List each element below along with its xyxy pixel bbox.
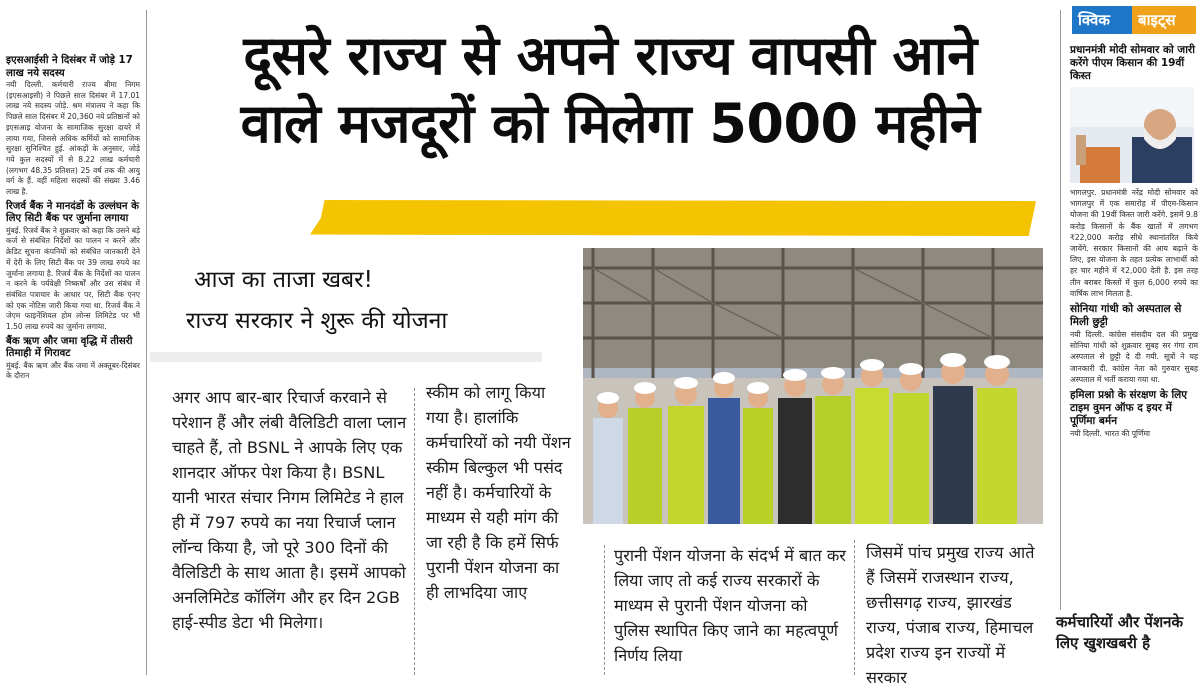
sub-headline-divider xyxy=(150,352,542,362)
speaker-photo xyxy=(1070,87,1194,183)
quick-bites-label-part-2: बाइट्स xyxy=(1132,6,1196,34)
sub-headline-line-1: आज का ताजा खबर! xyxy=(194,267,373,293)
column-rule-right xyxy=(1060,10,1061,610)
left-story-2-headline: रिजर्व बैंक ने मानदंडों के उल्लंघन के लिए सिटी बैंक पर जुर्माना लगाया xyxy=(6,200,139,225)
left-story-3-headline: बैंक ऋण और जमा वृद्धि में तीसरी तिमाही में गिरावट xyxy=(6,335,133,360)
quick-bites-tag xyxy=(1072,6,1196,34)
right-story-3-headline: हमिला प्रश्नो के संरक्षण के लिए टाइम वुमन ऑफ द इयर में पूर्णिमा बर्मन xyxy=(1070,389,1188,428)
column-rule-left xyxy=(146,10,147,675)
quick-bites-label-part-1: क्विक xyxy=(1072,6,1132,34)
column-rule-article-2 xyxy=(854,540,855,675)
column-rule-article-1 xyxy=(414,388,415,675)
headline-line-2: वाले मजदूरों को मिलेगा 5000 महीने xyxy=(240,92,980,155)
article-column-4: जिसमें पांच प्रमुख राज्य आते हैं जिसमें राजस्थान राज्य, छत्तीसगढ़ राज्य, झारखंड राज्य, पंजाब राज्य, हिमाचल प्रदेश राज्य इन राज्यों में सरकार xyxy=(866,543,1035,687)
left-news-column xyxy=(6,52,140,675)
article-column-2: स्कीम को लागू किया गया है। हालांकि कर्मचारियों को नयी पेंशन स्कीम बिल्कुल भी पसंद नहीं है। कर्मचारियों के माध्यम से यही मांग की जा रही है कि हमें सिर्फ पुरानी पेंशन योजना का ही लाभदिया जाए xyxy=(426,383,571,602)
workers-group-photo xyxy=(583,248,1043,524)
sub-headline-line-2: राज्य सरकार ने शुरू की योजना xyxy=(186,308,448,334)
left-story-3-body: मुंबई. बैंक ऋण और बैंक जमा में अक्तूबर-दिसंबर के दौरान xyxy=(6,360,140,381)
left-story-1-headline: इएसआईसी ने दिसंबर में जोड़े 17 लाख नये सदस्य xyxy=(6,55,133,79)
right-story-2-body: नयी दिल्ली. कांग्रेस संसदीय दल की प्रमुख सोनिया गांधी को शुक्रवार सुबह सर गंगा राम अस्पताल से छुट्टी दे दी गयी. सूत्रों ने यह जानकारी दी. कांग्रेस नेता को गुरुवार सुबह अस्पताल में भर्ती कराया गया था. xyxy=(1070,330,1198,384)
left-story-1-body: नयी दिल्ली. कर्मचारी राज्य बीमा निगम (इएसआइसी) ने पिछले साल दिसंबर में 17.01 लाख नये सदस्य जोड़े. श्रम मंत्रालय ने कहा कि पिछले साल दिसंबर में 20,360 नये प्रतिष्ठानों को इएसआइ योजना के सामाजिक सुरक्षा दायरे में लाया गया, जिससे अधिक कर्मियों को सामाजिक सुरक्षा सुनिश्चित हुई. आंकड़ों के अनुसार, जोड़े गये कुल सदस्यों में से 8.22 लाख कर्मचारी (लगभग 48.35 प्रतिशत) 25 वर्ष तक की आयु वर्ग के हैं. वहीं महिला सदस्यों की संख्या 3.46 लाख है. xyxy=(6,80,140,197)
column-rule-article-3 xyxy=(604,545,605,675)
sub-headline-box xyxy=(150,256,542,362)
headline-line-1: दूसरे राज्य से अपने राज्य वापसी आने xyxy=(243,24,977,87)
left-story-2-body: मुंबई. रिजर्व बैंक ने शुक्रवार को कहा कि उसने बड़े कर्ज से संबंधित निर्देशों का पालन न करने और क्रेडिट सूचना कंपनियों को संबंधित जानकारी देने में देरी के लिए सिटी बैंक पर 39 लाख रुपये का जुर्माना लगाया है. रिजर्व बैंक के निर्देशों का पालन न करने के पर्यवेक्षी निष्कर्षों और उस संबंध में संबंधित पत्राचार के आधार पर, सिटी बैंक एनए को एक नोटिस जारी किया गया था. रिजर्व बैंक ने जेएम फाइनेंशियल होम लोन्स लिमिटेड पर भी 1.50 लाख रुपये का जुर्माना लगाया. xyxy=(6,225,141,332)
right-story-3-body: नयी दिल्ली. भारत की पूर्णिमा xyxy=(1070,429,1151,439)
main-headline xyxy=(170,22,1050,158)
workers-photo-illustration xyxy=(583,248,1043,524)
article-column-1: अगर आप बार-बार रिचार्ज करवाने से परेशान हैं और लंबी वैलिडिटी वाला प्लान चाहते हैं, तो BSNL ने आपके लिए एक शानदार ऑफर पेश किया है। BSNL यानी भारत संचार निगम लिमिटेड ने हाल ही में 797 रुपये का नया रिचार्ज प्लान लॉन्च किया है, जो पूरे 300 दिनों की वैलिडिटी के साथ आता है। इसमें आपको अनलिमिटेड कॉलिंग और हर दिन 2GB हाई-स्पीड डेटा भी मिलेगा। xyxy=(172,388,407,632)
speaker-photo-illustration xyxy=(1070,87,1194,183)
yellow-highlight-stroke xyxy=(310,200,1036,236)
right-story-2-headline: सोनिया गांधी को अस्पताल से मिली छुट्टी xyxy=(1070,303,1182,329)
right-story-1-body: भागलपुर. प्रधानमंत्री नरेंद्र मोदी सोमवार को भागलपुर में एक समारोह में पीएम-किसान योजना की 19वीं किस्त जारी करेंगे. इसमें 9.8 करोड़ किसानों के बैंक खातों में लगभग ₹22,000 करोड़ सीधे स्थानांतरित किये जायेंगे. सरकार किसानों की आय बढ़ाने के लिए, इस योजना के तहत प्रत्येक लाभार्थी को हर चार महीने में ₹2,000 देती है. इस तरह तीन बराबर किस्तों में कुल 6,000 रुपये का वार्षिक लाभ मिलता है. xyxy=(1070,188,1198,298)
right-story-1-headline: प्रधानमंत्री मोदी सोमवार को जारी करेंगे पीएम किसान की 19वीं किस्त xyxy=(1070,44,1195,82)
right-news-column xyxy=(1070,40,1198,680)
overlay-caption: कर्मचारियों और पेंशनके लिए खुशखबरी है xyxy=(1056,613,1183,652)
article-column-3: पुरानी पेंशन योजना के संदर्भ में बात कर लिया जाए तो कई राज्य सरकारों के माध्यम से पुरानी पेंशन योजना को पुलिस स्थापित किए जाने का महत्वपूर्ण निर्णय लिया xyxy=(614,546,846,665)
